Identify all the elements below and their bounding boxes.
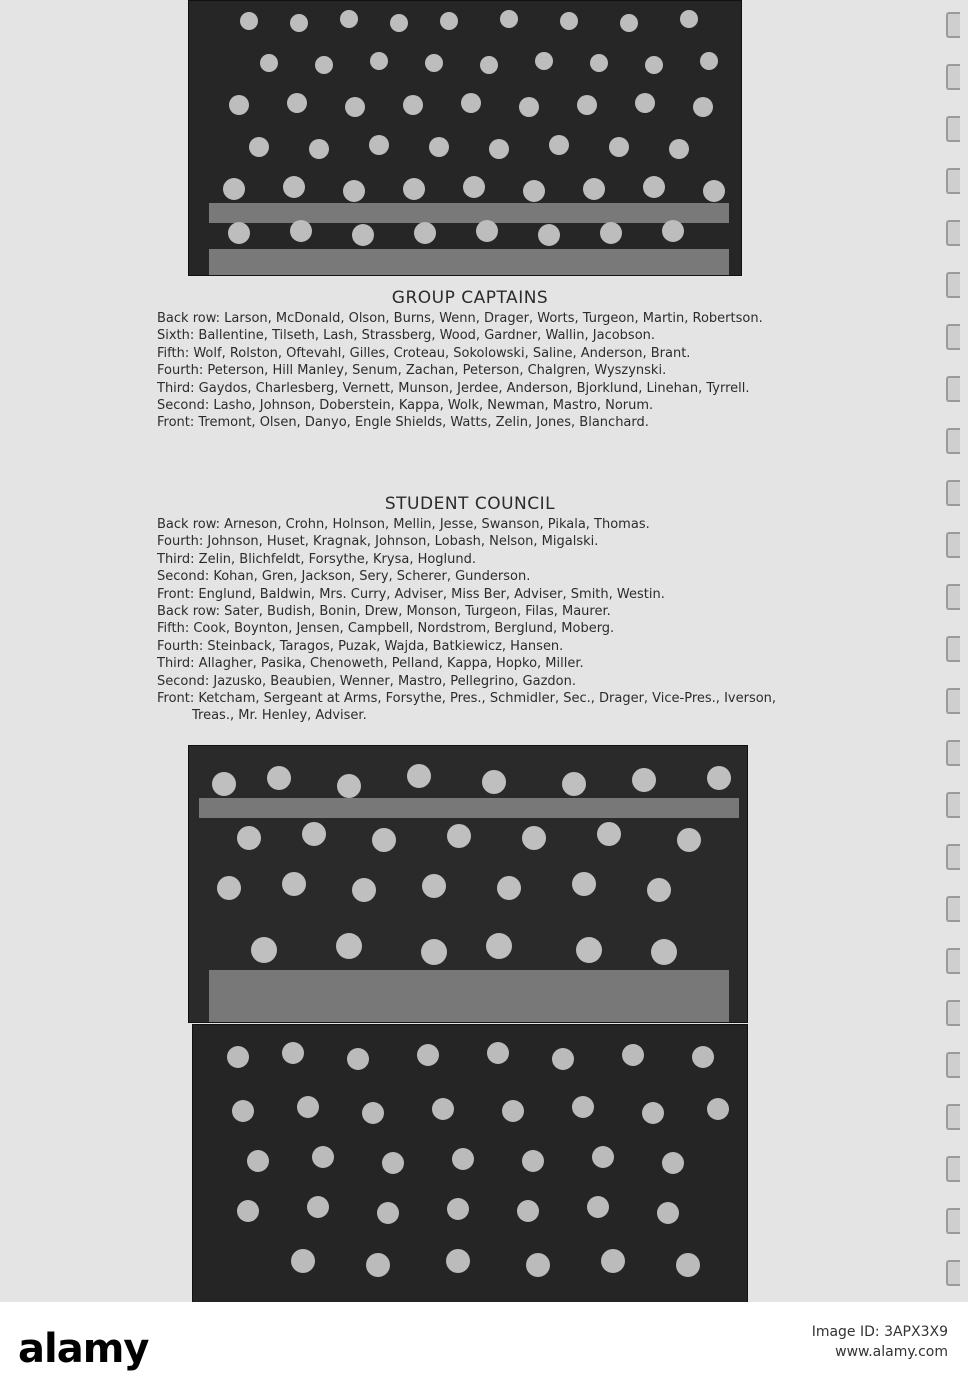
group-photo-top: [188, 0, 742, 276]
binding-ring: [946, 584, 960, 610]
binding-ring: [946, 376, 960, 402]
binding-ring: [946, 324, 960, 350]
group-photo-middle-image: [189, 746, 747, 1022]
binding-ring: [946, 532, 960, 558]
binding-ring: [946, 480, 960, 506]
binding-ring: [946, 1104, 960, 1130]
binding-ring: [946, 12, 960, 38]
spiral-binding: [932, 0, 968, 1302]
binding-ring: [946, 792, 960, 818]
caption-line: Back row: Larson, McDonald, Olson, Burns, Wenn, Drager, Worts, Turgeon, Martin, Robertson.: [157, 311, 763, 326]
group-photo-middle: [188, 745, 748, 1023]
binding-ring: [946, 116, 960, 142]
group-photo-bottom-image: [193, 1025, 747, 1303]
caption-line: Fifth: Cook, Boynton, Jensen, Campbell, Nordstrom, Berglund, Moberg.: [157, 621, 615, 637]
binding-ring: [946, 1260, 960, 1286]
binding-ring: [946, 168, 960, 194]
caption-line: Front: Englund, Baldwin, Mrs. Curry, Adviser, Miss Ber, Adviser, Smith, Westin.: [157, 586, 665, 602]
caption-line: Back row: Sater, Budish, Bonin, Drew, Monson, Turgeon, Filas, Maurer.: [157, 604, 611, 620]
binding-ring: [946, 220, 960, 246]
caption-line: Fourth: Peterson, Hill Manley, Senum, Zachan, Peterson, Chalgren, Wyszynski.: [157, 363, 667, 379]
group-captains-title: GROUP CAPTAINS: [391, 288, 549, 308]
binding-ring: [946, 64, 960, 90]
student-council-title: STUDENT COUNCIL: [384, 494, 556, 514]
group-photo-bottom: [192, 1024, 748, 1304]
caption-line: Fourth: Johnson, Huset, Kragnak, Johnson, Lobash, Nelson, Migalski.: [157, 534, 599, 550]
image-id: Image ID: 3APX3X9: [811, 1324, 948, 1340]
binding-ring: [946, 740, 960, 766]
caption-line: Third: Allagher, Pasika, Chenoweth, Pelland, Kappa, Hopko, Miller.: [157, 656, 584, 672]
caption-line: Front: Tremont, Olsen, Danyo, Engle Shields, Watts, Zelin, Jones, Blanchard.: [157, 415, 649, 431]
binding-ring: [946, 948, 960, 974]
caption-line: Second: Lasho, Johnson, Doberstein, Kappa, Wolk, Newman, Mastro, Norum.: [157, 398, 654, 414]
caption-line: Second: Kohan, Gren, Jackson, Sery, Scherer, Gunderson.: [157, 569, 531, 585]
caption-line: Second: Jazusko, Beaubien, Wenner, Mastro, Pellegrino, Gazdon.: [157, 673, 576, 689]
caption-line: Third: Zelin, Blichfeldt, Forsythe, Krysa, Hoglund.: [157, 551, 477, 567]
caption-line: Sixth: Ballentine, Tilseth, Lash, Strassberg, Wood, Gardner, Wallin, Jacobson.: [157, 328, 656, 344]
caption-line: Fourth: Steinback, Taragos, Puzak, Wajda, Batkiewicz, Hansen.: [157, 638, 564, 654]
caption-line: Front: Ketcham, Sergeant at Arms, Forsythe, Pres., Schmidler, Sec., Drager, Vice-Pres., Iverson, Treas., Mr. Henley, Adviser.: [157, 691, 777, 724]
site-url: www.alamy.com: [835, 1344, 948, 1360]
alamy-logo: alamy: [18, 1326, 149, 1372]
footer-info: [812, 1322, 948, 1362]
group-captains-caption: [157, 310, 782, 432]
binding-ring: [946, 688, 960, 714]
binding-ring: [946, 1156, 960, 1182]
binding-ring: [946, 1208, 960, 1234]
binding-ring: [946, 636, 960, 662]
caption-line: Third: Gaydos, Charlesberg, Vernett, Munson, Jerdee, Anderson, Bjorklund, Linehan, Tyrrell.: [157, 380, 750, 396]
group-photo-top-image: [189, 1, 741, 275]
caption-line: Fifth: Wolf, Rolston, Oftevahl, Gilles, Croteau, Sokolowski, Saline, Anderson, Brant.: [157, 345, 691, 361]
caption-line: Back row: Arneson, Crohn, Holnson, Mellin, Jesse, Swanson, Pikala, Thomas.: [157, 517, 650, 532]
binding-ring: [946, 428, 960, 454]
binding-ring: [946, 1000, 960, 1026]
binding-ring: [946, 1052, 960, 1078]
binding-ring: [946, 272, 960, 298]
binding-ring: [946, 844, 960, 870]
binding-ring: [946, 896, 960, 922]
student-council-caption: [157, 516, 782, 725]
